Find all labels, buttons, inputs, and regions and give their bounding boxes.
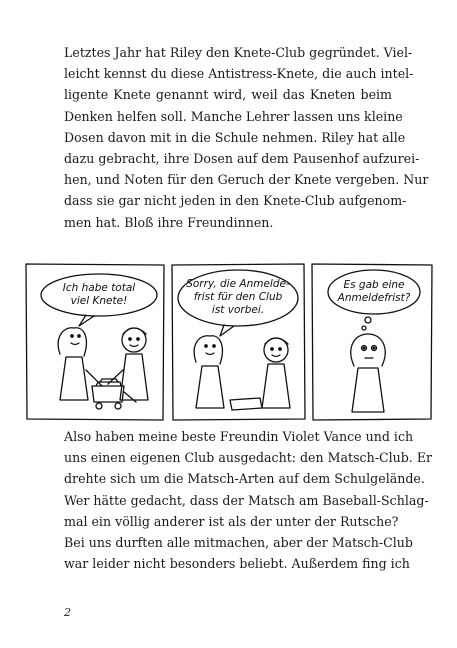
text-line: Letztes Jahr hat Riley den Knete-Club gegründet. Viel-: [64, 45, 413, 60]
page-number: 2: [64, 606, 71, 619]
text-line: men hat. Bloß ihre Freundinnen.: [64, 214, 274, 230]
character-narrator: [351, 334, 385, 412]
character-friend: [108, 328, 148, 400]
text-line: Bei uns durften alle mitmachen, aber der Matsch-Club: [64, 535, 413, 551]
bubble-line: Sorry, die Anmelde-: [186, 278, 290, 290]
bubble-line: viel Knete!: [70, 295, 128, 307]
paragraph-1: [64, 42, 429, 233]
speech-text-1: [49, 282, 149, 308]
character-friend-2: [262, 338, 290, 408]
thought-text-3: [330, 279, 418, 305]
character-riley: [58, 328, 102, 400]
text-line: uns einen eigenen Club ausgedacht: den Matsch-Club. Er: [64, 450, 433, 466]
text-line: dazu gebracht, ihre Dosen auf dem Pausenhof aufzurei-: [64, 151, 420, 167]
text-line: Wer hätte gedacht, dass der Matsch am Baseball-Schlag-: [64, 492, 429, 508]
dough-box: [230, 398, 262, 410]
text-line: Denken helfen soll. Manche Lehrer lassen uns kleine: [64, 108, 403, 124]
text-line: Dosen davon mit in die Schule nehmen. Riley hat alle: [64, 129, 406, 145]
bubble-line: frist für den Club: [193, 291, 283, 303]
text-line: dass sie gar nicht jeden in den Knete-Club aufgenom-: [64, 193, 407, 209]
character-riley-2: [194, 336, 224, 408]
bubble-line: Anmeldefrist?: [337, 292, 411, 304]
speech-text-2: [182, 278, 294, 317]
text-line: drehte sich um die Matsch-Arten auf dem Schulgelände.: [64, 471, 425, 487]
text-line: leicht kennst du diese Antistress-Knete, die auch intel-: [64, 66, 414, 82]
text-line: war leider nicht besonders beliebt. Außerdem fing ich: [64, 556, 410, 572]
text-line: hen, und Noten für den Geruch der Knete vergeben. Nur: [64, 172, 429, 188]
bubble-line: Ich habe total: [62, 282, 136, 294]
comic-strip: [24, 262, 434, 422]
bubble-line: Es gab eine: [343, 279, 405, 291]
text-line: Also haben meine beste Freundin Violet Vance und ich: [64, 429, 414, 444]
text-line: ligente Knete genannt wird, weil das Kneten beim: [64, 87, 392, 103]
bubble-line: ist vorbei.: [211, 304, 265, 316]
text-line: mal ein völlig anderer ist als der unter der Rutsche?: [64, 513, 399, 529]
paragraph-2: [64, 426, 433, 574]
